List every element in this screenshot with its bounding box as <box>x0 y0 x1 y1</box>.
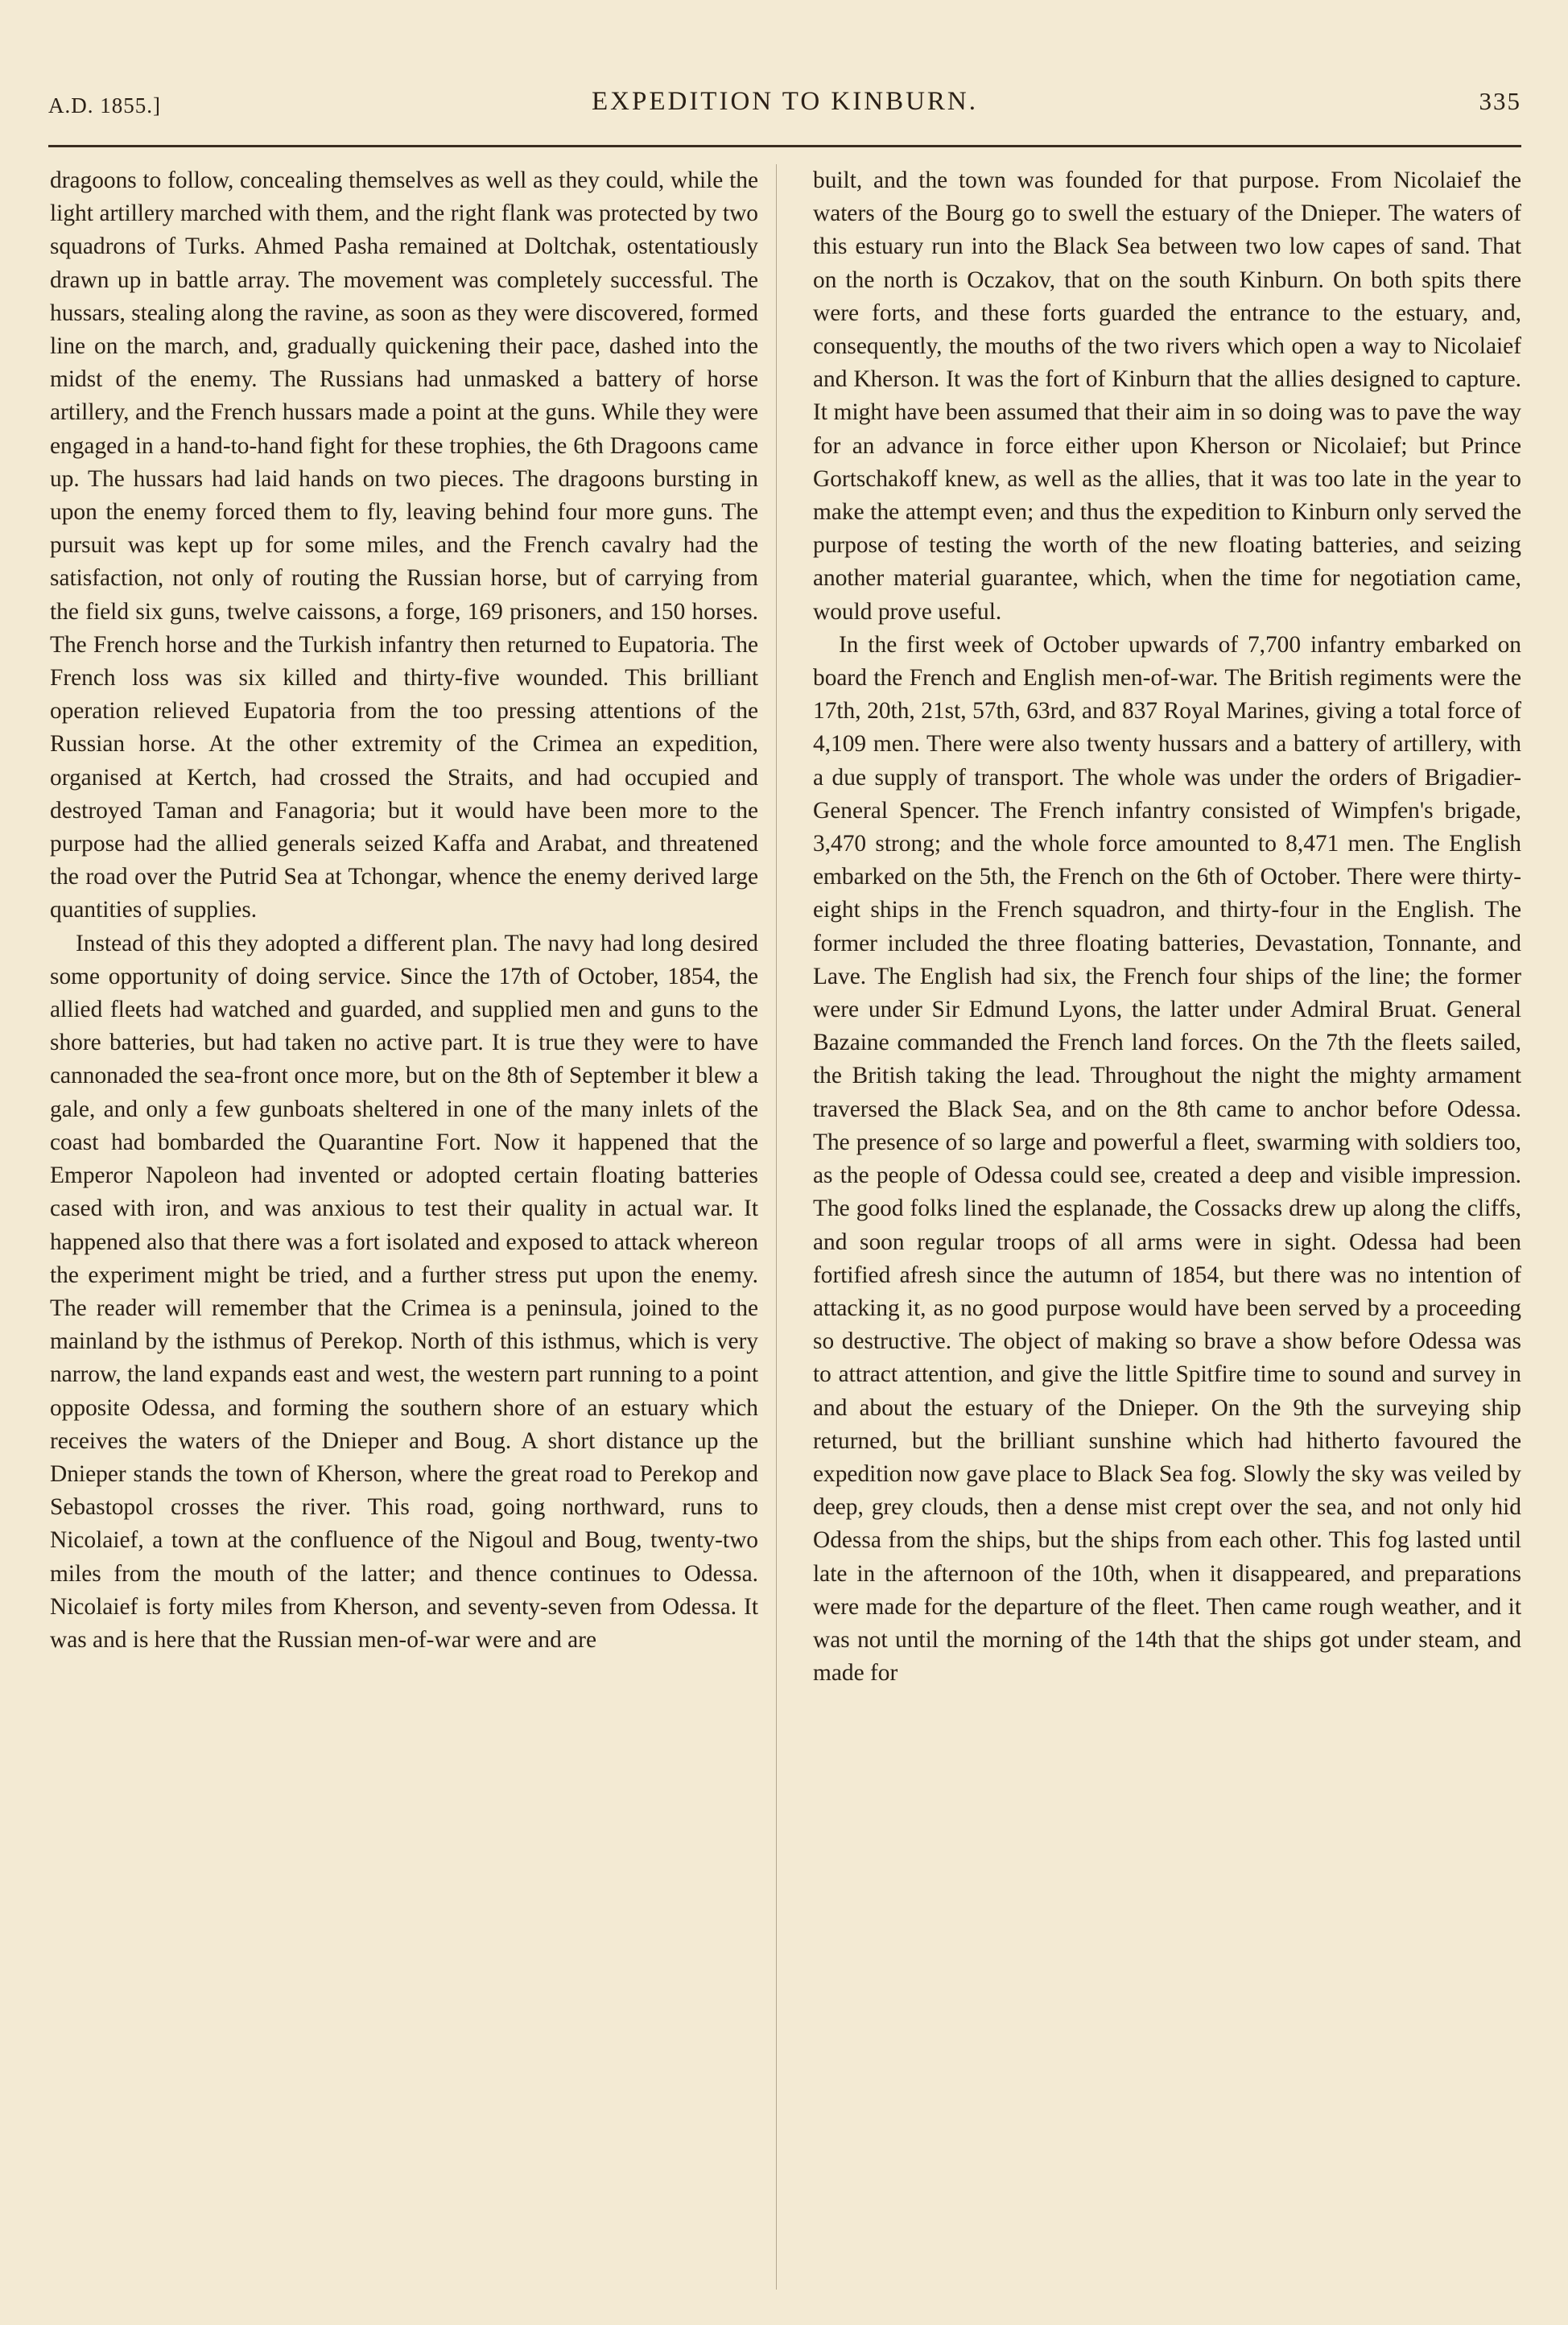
column-divider <box>776 164 777 2290</box>
running-head-title: EXPEDITION TO KINBURN. <box>591 87 978 116</box>
right-column <box>813 164 1521 2290</box>
page-number: 335 <box>1479 87 1521 115</box>
paragraph: dragoons to follow, concealing themselves as well as they could, while the light artillery marched with them, and the right flank was protected by two squadrons of Turks. Ahmed Pasha remained at Doltchak, ostentatiously drawn up in battle array. The movement was completely successful. The hussars, stealing along the ravine, as soon as they were discovered, formed line on the march, and, gradually quickening their pace, dashed into the midst of the enemy. The Russians had unmasked a battery of horse artillery, and the French hussars made a point at the guns. While they were engaged in a hand-to-hand fight for these trophies, the 6th Dragoons came up. The hussars had laid hands on two pieces. The dragoons bursting in upon the enemy forced them to fly, leaving behind four more guns. The pursuit was kept up for some miles, and the French cavalry had the satisfaction, not only of routing the Russian horse, but of carrying from the field six guns, twelve caissons, a forge, 169 prisoners, and 150 horses. The French horse and the Turkish infantry then returned to Eupatoria. The French loss was six killed and thirty-five wounded. This brilliant operation relieved Eupatoria from the too pressing attentions of the Russian horse. At the other extremity of the Crimea an expedition, organised at Kertch, had crossed the Straits, and had occupied and destroyed Taman and Fanagoria; but it would have been more to the purpose had the allied generals seized Kaffa and Arabat, and threatened the road over the Putrid Sea at Tchongar, whence the enemy derived large quantities of supplies. <box>50 167 758 923</box>
left-column <box>50 164 758 2290</box>
paragraph: Instead of this they adopted a different plan. The navy had long desired some opportunity of doing service. Since the 17th of October, 1854, the allied fleets had watched and guarded, and supplied men and guns to the shore batteries, but had taken no active part. It is true they were to have cannonaded the sea-front once more, but on the 8th of September it blew a gale, and only a few gunboats sheltered in one of the many inlets of the coast had bombarded the Quarantine Fort. Now it happened that the Emperor Napoleon had invented or adopted certain floating batteries cased with iron, and was anxious to test their quality in actual war. It happened also that there was a fort isolated and exposed to attack whereon the experiment might be tried, and a further stress put upon the enemy. The reader will remember that the Crimea is a peninsula, joined to the mainland by the isthmus of Perekop. North of this isthmus, which is very narrow, the land expands east and west, the western part running to a point opposite Odessa, and forming the southern shore of an estuary which receives the waters of the Dnieper and Boug. A short distance up the Dnieper stands the town of Kherson, where the great road to Perekop and Sebastopol crosses the river. This road, going northward, runs to Nicolaief, a town at the confluence of the Nigoul and Boug, twenty-two miles from the mouth of the latter; and thence continues to Odessa. Nicolaief is forty miles from Kherson, and seventy-seven from Odessa. It was and is here that the Russian men-of-war were and are <box>50 930 758 1653</box>
header-rule <box>48 145 1521 147</box>
running-head-date: A.D. 1855.] <box>48 93 161 118</box>
paragraph: built, and the town was founded for that purpose. From Nicolaief the waters of the Bourg go to swell the estuary of the Dnieper. The waters of this estuary run into the Black Sea between two low capes of sand. That on the north is Oczakov, that on the south Kinburn. On both spits there were forts, and these forts guarded the entrance to the estuary, and, consequently, the mouths of the two rivers which open a way to Nicolaief and Kherson. It was the fort of Kinburn that the allies designed to capture. It might have been assumed that their aim in so doing was to pave the way for an advance in force either upon Kherson or Nicolaief; but Prince Gortschakoff knew, as well as the allies, that it was too late in the year to make the attempt even; and thus the expedition to Kinburn only served the purpose of testing the worth of the new floating batteries, and seizing another material guarantee, which, when the time for negotiation came, would prove useful. <box>813 167 1521 625</box>
paragraph: In the first week of October upwards of 7,700 infantry embarked on board the French and English men-of-war. The British regiments were the 17th, 20th, 21st, 57th, 63rd, and 837 Royal Marines, giving a total force of 4,109 men. There were also twenty hussars and a battery of artillery, with a due supply of transport. The whole was under the orders of Brigadier-General Spencer. The French infantry consisted of Wimpfen's brigade, 3,470 strong; and the whole force amounted to 8,471 men. The English embarked on the 5th, the French on the 6th of October. There were thirty-eight ships in the French squadron, and thirty-four in the English. The former included the three floating batteries, Devastation, Tonnante, and Lave. The English had six, the French four ships of the line; the former were under Sir Edmund Lyons, the latter under Admiral Bruat. General Bazaine commanded the French land forces. On the 7th the fleets sailed, the British taking the lead. Throughout the night the mighty armament traversed the Black Sea, and on the 8th came to anchor before Odessa. The presence of so large and powerful a fleet, swarming with soldiers too, as the people of Odessa could see, created a deep and visible impression. The good folks lined the esplanade, the Cossacks drew up along the cliffs, and soon regular troops of all arms were in sight. Odessa had been fortified afresh since the autumn of 1854, but there was no intention of attacking it, as no good purpose would have been served by a proceeding so destructive. The object of making so brave a show before Odessa was to attract attention, and give the little Spitfire time to sound and survey in and about the estuary of the Dnieper. On the 9th the surveying ship returned, but the brilliant sunshine which had hitherto favoured the expedition now gave place to Black Sea fog. Slowly the sky was veiled by deep, grey clouds, then a dense mist crept over the sea, and not only hid Odessa from the ships, but the ships from each other. This fog lasted until late in the afternoon of the 10th, when it disappeared, and preparations were made for the departure of the fleet. Then came rough weather, and it was not until the morning of the 14th that the ships got under steam, and made for <box>813 631 1521 1687</box>
running-head <box>48 87 1521 127</box>
